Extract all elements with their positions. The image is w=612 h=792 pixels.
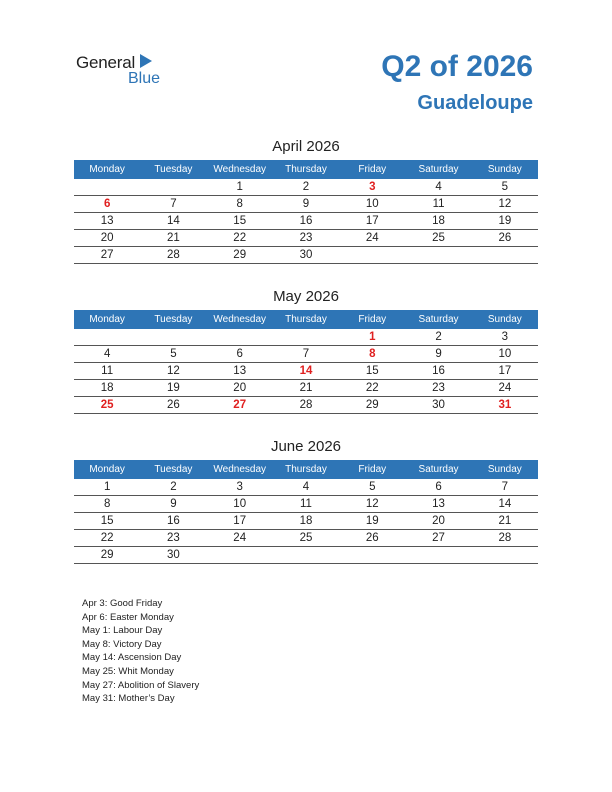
holiday-item: May 27: Abolition of Slavery bbox=[82, 679, 200, 691]
calendar-table bbox=[74, 310, 538, 414]
day-cell: 10 bbox=[207, 496, 273, 513]
day-cell: 30 bbox=[405, 397, 471, 414]
week-row bbox=[74, 213, 538, 230]
month-title: April 2026 bbox=[272, 138, 340, 155]
day-cell: 13 bbox=[405, 496, 471, 513]
day-cell: 8 bbox=[207, 196, 273, 213]
day-cell bbox=[472, 547, 538, 564]
calendar-table bbox=[74, 160, 538, 264]
day-cell: 15 bbox=[74, 513, 140, 530]
day-cell: 6 bbox=[207, 346, 273, 363]
day-cell: 4 bbox=[74, 346, 140, 363]
day-cell: 21 bbox=[140, 230, 206, 247]
weekday-header: Friday bbox=[339, 460, 405, 479]
day-cell: 25 bbox=[273, 530, 339, 547]
holiday-list bbox=[82, 597, 382, 706]
weekday-header: Sunday bbox=[472, 160, 538, 179]
day-cell: 28 bbox=[273, 397, 339, 414]
day-cell: 11 bbox=[405, 196, 471, 213]
week-row bbox=[74, 496, 538, 513]
day-cell: 9 bbox=[140, 496, 206, 513]
week-row bbox=[74, 196, 538, 213]
day-cell: 16 bbox=[140, 513, 206, 530]
day-cell: 8 bbox=[339, 346, 405, 363]
weekday-header-row bbox=[74, 460, 538, 479]
day-cell: 22 bbox=[207, 230, 273, 247]
week-row bbox=[74, 547, 538, 564]
day-cell: 15 bbox=[207, 213, 273, 230]
day-cell: 30 bbox=[140, 547, 206, 564]
day-cell bbox=[405, 547, 471, 564]
day-cell: 1 bbox=[207, 179, 273, 196]
day-cell: 7 bbox=[273, 346, 339, 363]
day-cell: 6 bbox=[74, 196, 140, 213]
weekday-header: Wednesday bbox=[207, 160, 273, 179]
logo-text-general: General bbox=[76, 53, 136, 72]
day-cell: 12 bbox=[472, 196, 538, 213]
day-cell: 12 bbox=[140, 363, 206, 380]
day-cell: 11 bbox=[273, 496, 339, 513]
day-cell: 10 bbox=[339, 196, 405, 213]
weekday-header: Saturday bbox=[405, 460, 471, 479]
day-cell: 19 bbox=[339, 513, 405, 530]
day-cell: 18 bbox=[405, 213, 471, 230]
weekday-header: Monday bbox=[74, 160, 140, 179]
day-cell: 24 bbox=[339, 230, 405, 247]
day-cell: 30 bbox=[273, 247, 339, 264]
day-cell: 16 bbox=[273, 213, 339, 230]
holiday-item: May 14: Ascension Day bbox=[82, 652, 182, 664]
week-row bbox=[74, 247, 538, 264]
day-cell: 6 bbox=[405, 479, 471, 496]
day-cell: 26 bbox=[339, 530, 405, 547]
day-cell: 9 bbox=[405, 346, 471, 363]
day-cell: 14 bbox=[140, 213, 206, 230]
calendar-may bbox=[74, 287, 538, 414]
day-cell: 23 bbox=[140, 530, 206, 547]
day-cell: 22 bbox=[339, 380, 405, 397]
day-cell: 1 bbox=[339, 329, 405, 346]
day-cell: 16 bbox=[405, 363, 471, 380]
day-cell: 7 bbox=[140, 196, 206, 213]
day-cell: 3 bbox=[339, 179, 405, 196]
day-cell: 18 bbox=[273, 513, 339, 530]
day-cell bbox=[339, 547, 405, 564]
month-title: June 2026 bbox=[270, 438, 342, 455]
day-cell: 9 bbox=[273, 196, 339, 213]
day-cell: 13 bbox=[207, 363, 273, 380]
day-cell: 28 bbox=[140, 247, 206, 264]
day-cell: 29 bbox=[74, 547, 140, 564]
holiday-item: May 31: Mother’s Day bbox=[82, 693, 175, 705]
day-cell: 18 bbox=[74, 380, 140, 397]
day-cell: 29 bbox=[339, 397, 405, 414]
day-cell: 26 bbox=[140, 397, 206, 414]
calendar-june bbox=[74, 437, 538, 564]
day-cell bbox=[140, 179, 206, 196]
day-cell: 17 bbox=[207, 513, 273, 530]
weekday-header: Wednesday bbox=[207, 310, 273, 329]
week-row bbox=[74, 513, 538, 530]
day-cell bbox=[140, 329, 206, 346]
day-cell: 22 bbox=[74, 530, 140, 547]
day-cell: 27 bbox=[207, 397, 273, 414]
day-cell: 12 bbox=[339, 496, 405, 513]
weekday-header: Friday bbox=[339, 310, 405, 329]
weekday-header: Thursday bbox=[273, 310, 339, 329]
day-cell: 27 bbox=[405, 530, 471, 547]
logo bbox=[76, 52, 186, 92]
day-cell: 31 bbox=[472, 397, 538, 414]
week-row bbox=[74, 230, 538, 247]
weekday-header: Wednesday bbox=[207, 460, 273, 479]
day-cell: 2 bbox=[140, 479, 206, 496]
holiday-item: Apr 6: Easter Monday bbox=[82, 611, 174, 623]
day-cell: 21 bbox=[273, 380, 339, 397]
week-row bbox=[74, 179, 538, 196]
weekday-header-row bbox=[74, 160, 538, 179]
day-cell bbox=[74, 329, 140, 346]
week-row bbox=[74, 380, 538, 397]
day-cell: 4 bbox=[273, 479, 339, 496]
day-cell: 26 bbox=[472, 230, 538, 247]
day-cell bbox=[472, 247, 538, 264]
weekday-header: Tuesday bbox=[140, 460, 206, 479]
day-cell: 4 bbox=[405, 179, 471, 196]
day-cell: 5 bbox=[472, 179, 538, 196]
day-cell: 23 bbox=[405, 380, 471, 397]
weekday-header: Saturday bbox=[405, 160, 471, 179]
day-cell: 8 bbox=[74, 496, 140, 513]
page-title: Q2 of 2026 bbox=[381, 50, 533, 83]
holiday-item: Apr 3: Good Friday bbox=[82, 598, 163, 609]
weekday-header: Thursday bbox=[273, 460, 339, 479]
weekday-header: Tuesday bbox=[140, 310, 206, 329]
region-title: Guadeloupe bbox=[417, 92, 533, 114]
weekday-header: Thursday bbox=[273, 160, 339, 179]
week-row bbox=[74, 329, 538, 346]
day-cell: 3 bbox=[472, 329, 538, 346]
calendar-table bbox=[74, 460, 538, 564]
week-row bbox=[74, 397, 538, 414]
logo-text-blue: Blue bbox=[128, 70, 161, 87]
week-row bbox=[74, 346, 538, 363]
day-cell: 14 bbox=[472, 496, 538, 513]
day-cell: 15 bbox=[339, 363, 405, 380]
day-cell bbox=[74, 179, 140, 196]
day-cell: 25 bbox=[405, 230, 471, 247]
weekday-header: Sunday bbox=[472, 310, 538, 329]
day-cell: 23 bbox=[273, 230, 339, 247]
day-cell bbox=[405, 247, 471, 264]
holiday-item: May 8: Victory Day bbox=[82, 638, 162, 650]
weekday-header: Tuesday bbox=[140, 160, 206, 179]
month-title: May 2026 bbox=[273, 288, 339, 305]
day-cell: 27 bbox=[74, 247, 140, 264]
weekday-header: Friday bbox=[339, 160, 405, 179]
day-cell: 17 bbox=[472, 363, 538, 380]
day-cell bbox=[273, 547, 339, 564]
day-cell bbox=[207, 329, 273, 346]
day-cell: 5 bbox=[339, 479, 405, 496]
day-cell: 3 bbox=[207, 479, 273, 496]
weekday-header: Monday bbox=[74, 310, 140, 329]
day-cell: 10 bbox=[472, 346, 538, 363]
day-cell: 17 bbox=[339, 213, 405, 230]
day-cell bbox=[339, 247, 405, 264]
week-row bbox=[74, 530, 538, 547]
logo-flag-icon bbox=[140, 54, 152, 68]
weekday-header: Saturday bbox=[405, 310, 471, 329]
week-row bbox=[74, 363, 538, 380]
day-cell: 7 bbox=[472, 479, 538, 496]
holiday-item: May 25: Whit Monday bbox=[82, 665, 174, 677]
day-cell: 2 bbox=[405, 329, 471, 346]
day-cell: 24 bbox=[472, 380, 538, 397]
day-cell: 1 bbox=[74, 479, 140, 496]
week-row bbox=[74, 479, 538, 496]
day-cell: 25 bbox=[74, 397, 140, 414]
day-cell: 2 bbox=[273, 179, 339, 196]
day-cell: 19 bbox=[472, 213, 538, 230]
calendar-april bbox=[74, 137, 538, 264]
weekday-header-row bbox=[74, 310, 538, 329]
day-cell: 29 bbox=[207, 247, 273, 264]
day-cell: 19 bbox=[140, 380, 206, 397]
day-cell: 14 bbox=[273, 363, 339, 380]
day-cell bbox=[207, 547, 273, 564]
day-cell: 24 bbox=[207, 530, 273, 547]
day-cell: 11 bbox=[74, 363, 140, 380]
day-cell: 20 bbox=[74, 230, 140, 247]
day-cell: 20 bbox=[207, 380, 273, 397]
day-cell: 5 bbox=[140, 346, 206, 363]
weekday-header: Sunday bbox=[472, 460, 538, 479]
holiday-item: May 1: Labour Day bbox=[82, 625, 163, 637]
day-cell: 20 bbox=[405, 513, 471, 530]
day-cell bbox=[273, 329, 339, 346]
day-cell: 13 bbox=[74, 213, 140, 230]
day-cell: 21 bbox=[472, 513, 538, 530]
day-cell: 28 bbox=[472, 530, 538, 547]
weekday-header: Monday bbox=[74, 460, 140, 479]
